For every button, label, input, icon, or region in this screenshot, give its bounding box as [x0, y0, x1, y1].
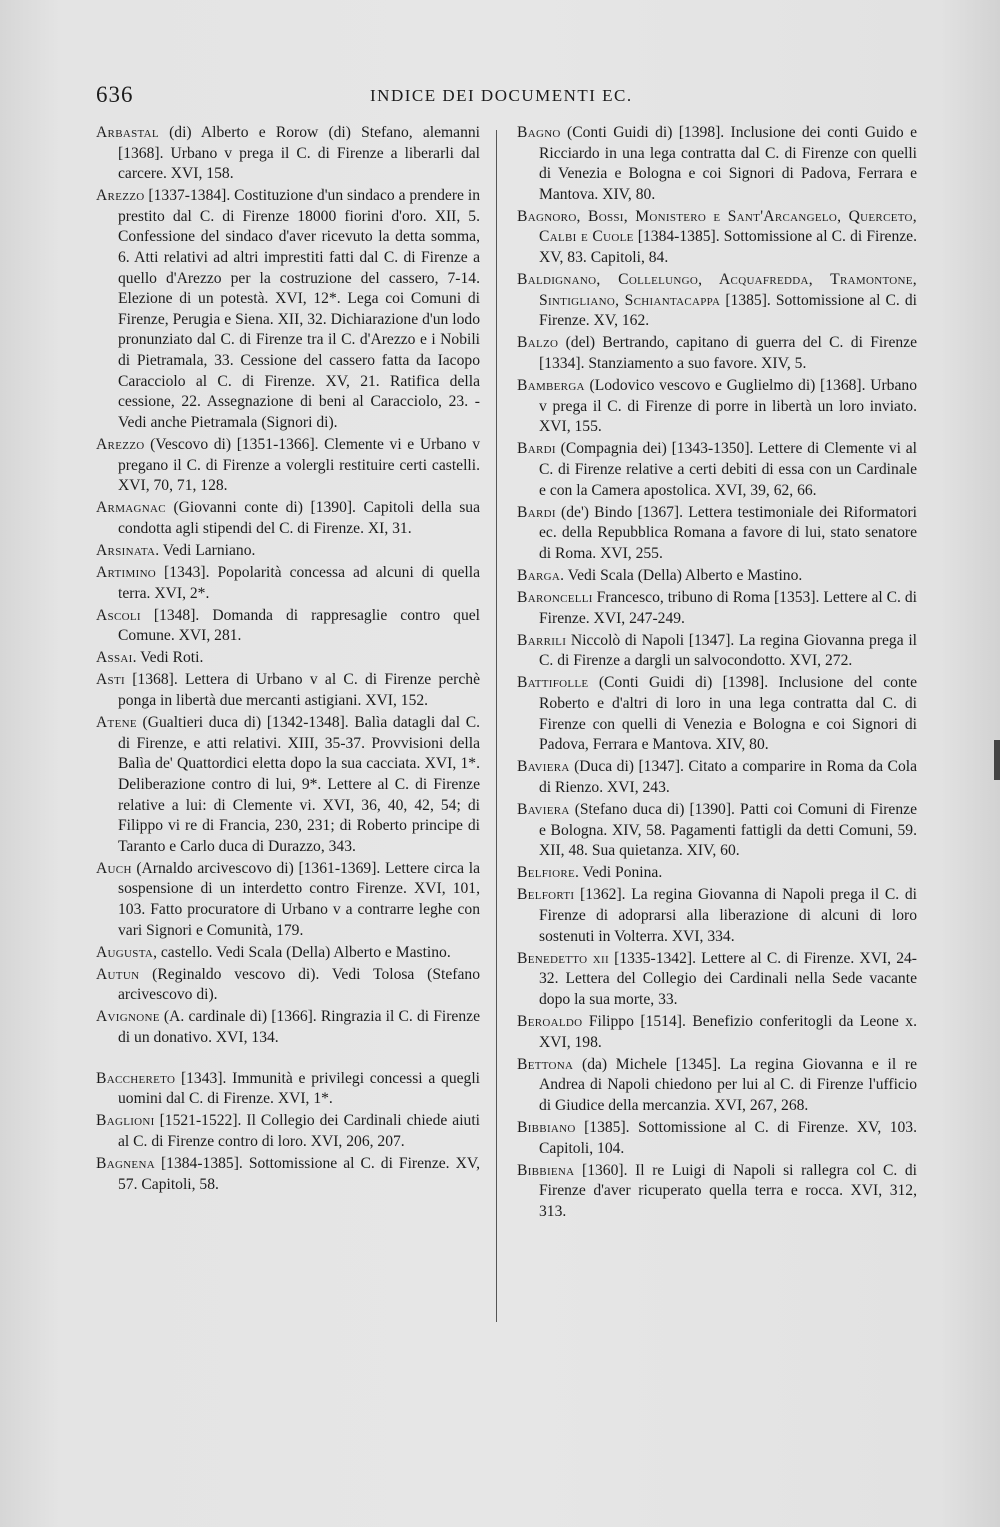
entry-text: [1337-1384]. Costituzione d'un sindaco a prendere in prestito dal C. di Firenze 18000 fiorini d'oro. XII, 5. Confessione del sindaco d'aver ricevuto la detta somma, 6. Atti relativi ad altri imprestiti fatti dal C. di Firenze a quello d'Arezzo per la costruzione del cassero, 7-14. Elezione di un potestà. XVI, 12*. Lega coi Comuni di Firenze, Perugia e Siena. XII, 32. Dichiarazione d'un lodo pronunziato dal C. di Firenze tra il C. d'Arezzo e i Nobili di Pietramala, 33. Cessione del cassero fatta da Iacopo Caracciolo al C. di Firenze. XV, 21. Ratifica della cessione, 22. Assegnazione di beni al Caracciolo, 23. - Vedi anche Pietramala (Signori di). — [118, 187, 480, 431]
index-entry — [517, 333, 917, 374]
index-entry — [96, 1111, 480, 1152]
entry-headword: Bagno — [517, 124, 561, 141]
entry-headword: Autun — [96, 965, 140, 983]
right-index-column — [517, 123, 917, 1224]
index-entry — [517, 673, 917, 755]
index-entry — [517, 503, 917, 565]
entry-text: (Lodovico vescovo e Guglielmo di) [1368]. Urbano v prega il C. di Firenze di porre in libertà un loro inviato. XVI, 155. — [539, 377, 917, 436]
entry-headword: Beroaldo — [517, 1012, 583, 1030]
entry-headword: Artimino — [96, 563, 157, 581]
page-edge-mark — [994, 740, 1000, 780]
entry-text: [1385]. Sottomissione al C. di Firenze. XV, 162. — [539, 291, 917, 330]
entry-headword: Arezzo — [96, 435, 145, 453]
index-entry — [517, 949, 917, 1011]
entry-headword: Arsinata — [96, 541, 156, 559]
entry-text: [1521-1522]. Il Collegio dei Cardinali chiede aiuti al C. di Firenze contro di loro. XVI, 206, 207. — [118, 1112, 480, 1150]
entry-headword: Barrili — [517, 631, 567, 649]
entry-headword: Bibbiena — [517, 1161, 575, 1179]
index-entry — [96, 1007, 480, 1048]
entry-headword: Bamberga — [517, 377, 585, 395]
entry-headword: Belforti — [517, 886, 575, 904]
index-entry — [517, 1055, 917, 1117]
index-entry — [96, 541, 480, 562]
index-entry — [517, 863, 917, 884]
entry-headword: Arezzo — [96, 187, 145, 205]
index-entry — [517, 800, 917, 862]
entry-text: [1335-1342]. Lettere al C. di Firenze. XVI, 24-32. Lettera del Collegio dei Cardinali nella Sede vacante dopo la sua morte, 33. — [539, 949, 917, 1008]
index-entry — [517, 1118, 917, 1159]
entry-text: (de') Bindo [1367]. Lettera testimoniale dei Riformatori ec. della Repubblica Romana a favore di lui, stato senatore di Roma. XVI, 255. — [539, 503, 917, 562]
index-entry — [96, 435, 480, 497]
index-entry — [517, 1161, 917, 1223]
index-entry — [517, 631, 917, 672]
index-entry — [517, 566, 917, 587]
entry-headword: Bibbiano — [517, 1118, 576, 1136]
entry-text: [1384-1385]. Sottomissione al C. di Firenze. XV, 57. Capitoli, 58. — [118, 1155, 480, 1193]
entry-text: Filippo [1514]. Benefizio conferitogli da Leone x. XVI, 198. — [539, 1012, 917, 1051]
entry-headword: Avignone — [96, 1008, 160, 1026]
index-entry — [517, 207, 917, 269]
entry-headword: Benedetto xii — [517, 949, 609, 967]
index-entry — [96, 965, 480, 1006]
entry-headword: Barga — [517, 566, 561, 584]
index-entry — [517, 757, 917, 798]
entry-headword: Bagnoro, Bossi, Monistero e Sant'Arcangelo, Querceto, Calbi e Cuole — [517, 207, 917, 246]
index-entry — [517, 123, 917, 205]
entry-text: [1360]. Il re Luigi di Napoli si rallegra col C. di Firenze d'aver ricuperato quella terra e rocca. XVI, 312, 313. — [539, 1161, 917, 1220]
entry-text: [1368]. Lettera di Urbano v al C. di Firenze perchè ponga in libertà due mercanti astigiani. XVI, 152. — [118, 671, 480, 710]
entry-headword: Armagnac — [96, 499, 166, 517]
entry-text: Francesco, tribuno di Roma [1353]. Lettere al C. di Firenze. XVI, 247-249. — [539, 589, 917, 627]
entry-text: (Arnaldo arcivescovo di) [1361-1369]. Lettere circa la sospensione di un interdetto contro Firenze. XVI, 101, 103. Fatto procuratore di Urbano v a contrarre leghe con vari Signori e Comunità, 179. — [118, 859, 480, 939]
entry-headword: Belfiore — [517, 864, 576, 882]
index-entry — [517, 376, 917, 438]
entry-text: [1384-1385]. Sottomissione al C. di Firenze. XV, 83. Capitoli, 84. — [539, 228, 917, 267]
entry-headword: Bardi — [517, 503, 556, 521]
index-entry — [517, 1012, 917, 1053]
index-entry — [96, 648, 480, 669]
entry-headword: Baroncelli — [517, 589, 593, 607]
entry-text: [1385]. Sottomissione al C. di Firenze. XV, 103. Capitoli, 104. — [539, 1118, 917, 1157]
entry-text: . Vedi Roti. — [132, 649, 204, 667]
entry-text: [1348]. Domanda di rappresaglie contro quel Comune. XVI, 281. — [118, 606, 480, 645]
entry-text: (Reginaldo vescovo di). Vedi Tolosa (Stefano arcivescovo di). — [118, 965, 480, 1004]
index-entry — [96, 1154, 480, 1195]
entry-headword: Bagnena — [96, 1155, 155, 1172]
index-entry — [517, 270, 917, 332]
index-entry — [517, 439, 917, 501]
entry-headword: Augusta — [96, 943, 154, 961]
running-title: INDICE DEI DOCUMENTI EC. — [370, 86, 633, 105]
entry-text: (di) Alberto e Rorow (di) Stefano, alemanni [1368]. Urbano v prega il C. di Firenze a liberarli dal carcere. XVI, 158. — [118, 124, 480, 183]
index-entry — [517, 588, 917, 629]
index-entry — [96, 713, 480, 857]
entry-headword: Auch — [96, 859, 132, 877]
entry-headword: Atene — [96, 714, 137, 732]
entry-text: (Conti Guidi di) [1398]. Inclusione dei conti Guido e Ricciardo in una lega contratta dal C. di Firenze con quelli di Venezia e Bologna e coi Signori di Padova, Ferrara e Mantova. XIV, 80. — [539, 124, 917, 203]
index-entry — [517, 885, 917, 947]
entry-text: (del) Bertrando, capitano di guerra del C. di Firenze [1334]. Stanziamento a suo favore. XIV, 5. — [539, 334, 917, 373]
entry-text: [1343]. Popolarità concessa ad alcuni di quella terra. XVI, 2*. — [118, 563, 480, 602]
entry-headword: Bettona — [517, 1055, 574, 1073]
index-entry — [96, 943, 480, 964]
entry-text: . Vedi Larniano. — [155, 541, 256, 559]
entry-text: (Giovanni conte di) [1390]. Capitoli della sua condotta agli stipendi del C. di Firenze. XI, 31. — [118, 499, 480, 537]
entry-text: (A. cardinale di) [1366]. Ringrazia il C. di Firenze di un donativo. XVI, 134. — [118, 1008, 480, 1047]
entry-text: , castello. Vedi Scala (Della) Alberto e Mastino. — [153, 943, 451, 961]
entry-text: (Duca di) [1347]. Citato a comparire in Roma da Cola di Rienzo. XVI, 243. — [539, 758, 917, 796]
column-divider — [496, 130, 497, 1322]
entry-text: (Gualtieri duca di) [1342-1348]. Balìa datagli dal C. di Firenze, e atti relativi. XIII, 35-37. Provvisioni della Balìa de' Quattordici eletta dopo la sua cacciata. XVI, 1*. Deliberazione contro di lui, 9*. Lettere al C. di Firenze relative a lui: di Clemente vi. XVI, 36, 40, 42, 54; di Filippo vi re di Francia, 230, 231; di Roberto principe di Taranto e Carlo duca di Durazzo, 343. — [118, 714, 480, 855]
entry-headword: Assai — [96, 649, 133, 667]
entry-text: [1362]. La regina Giovanna di Napoli prega il C. di Firenze di adoprarsi alla liberazione di alcuni di loro sostenuti in Volterra. XVI, 334. — [539, 886, 917, 945]
left-index-column — [96, 123, 480, 1197]
page-number: 636 — [96, 82, 134, 107]
index-entry — [96, 859, 480, 941]
entry-text: (da) Michele [1345]. La regina Giovanna e il re Andrea di Napoli chiedono per lui al C. di Firenze l'ufficio di Giudice della mercanzia. XVI, 267, 268. — [539, 1055, 917, 1114]
entry-headword: Baglioni — [96, 1112, 155, 1130]
index-entry — [96, 498, 480, 539]
entry-text: . Vedi Ponina. — [575, 864, 663, 882]
entry-text: [1343]. Immunità e privilegi concessi a quegli uomini dal C. di Firenze. XVI, 1*. — [118, 1069, 480, 1108]
index-entry — [96, 123, 480, 185]
entry-headword: Bacchereto — [96, 1069, 176, 1087]
entry-headword: Battifolle — [517, 674, 589, 692]
entry-headword: Baviera — [517, 758, 570, 776]
entry-headword: Bardi — [517, 440, 556, 458]
index-entry — [96, 606, 480, 647]
page-header — [96, 82, 930, 118]
index-entry — [96, 670, 480, 711]
entry-text: (Vescovo di) [1351-1366]. Clemente vi e Urbano v pregano il C. di Firenze a volergli restituire certi castelli. XVI, 70, 71, 128. — [118, 435, 480, 495]
entry-text: Niccolò di Napoli [1347]. La regina Giovanna prega il C. di Firenze a dargli un salvocondotto. XVI, 272. — [539, 631, 917, 670]
entry-headword: Baldignano, Collelungo, Acquafredda, Tramontone, Sintigliano, Schiantacappa — [517, 271, 917, 309]
entry-text: . Vedi Scala (Della) Alberto e Mastino. — [560, 566, 803, 584]
entry-headword: Balzo — [517, 334, 559, 352]
entry-headword: Arbastal — [96, 124, 159, 141]
entry-headword: Baviera — [517, 801, 570, 818]
index-entry — [96, 563, 480, 604]
entry-text: (Conti Guidi di) [1398]. Inclusione del conte Roberto e d'altri di loro in una lega contratta dal C. di Firenze con quelli di Venezia e Bologna e coi Signori di Padova, Ferrara e Mantova. XIV, 80. — [539, 674, 917, 754]
entry-headword: Asti — [96, 671, 125, 689]
index-entry — [96, 1069, 480, 1110]
entry-text: (Stefano duca di) [1390]. Patti coi Comuni di Firenze e Bologna. XIV, 58. Pagamenti fattigli da detti Comuni, 59. XII, 48. Sua quietanza. XIV, 60. — [539, 801, 917, 860]
index-entry — [96, 186, 480, 433]
entry-headword: Ascoli — [96, 606, 141, 624]
entry-text: (Compagnia dei) [1343-1350]. Lettere di Clemente vi al C. di Firenze relative a certi debiti di essa con un Cardinale e con la Camera apostolica. XVI, 39, 62, 66. — [539, 440, 917, 499]
